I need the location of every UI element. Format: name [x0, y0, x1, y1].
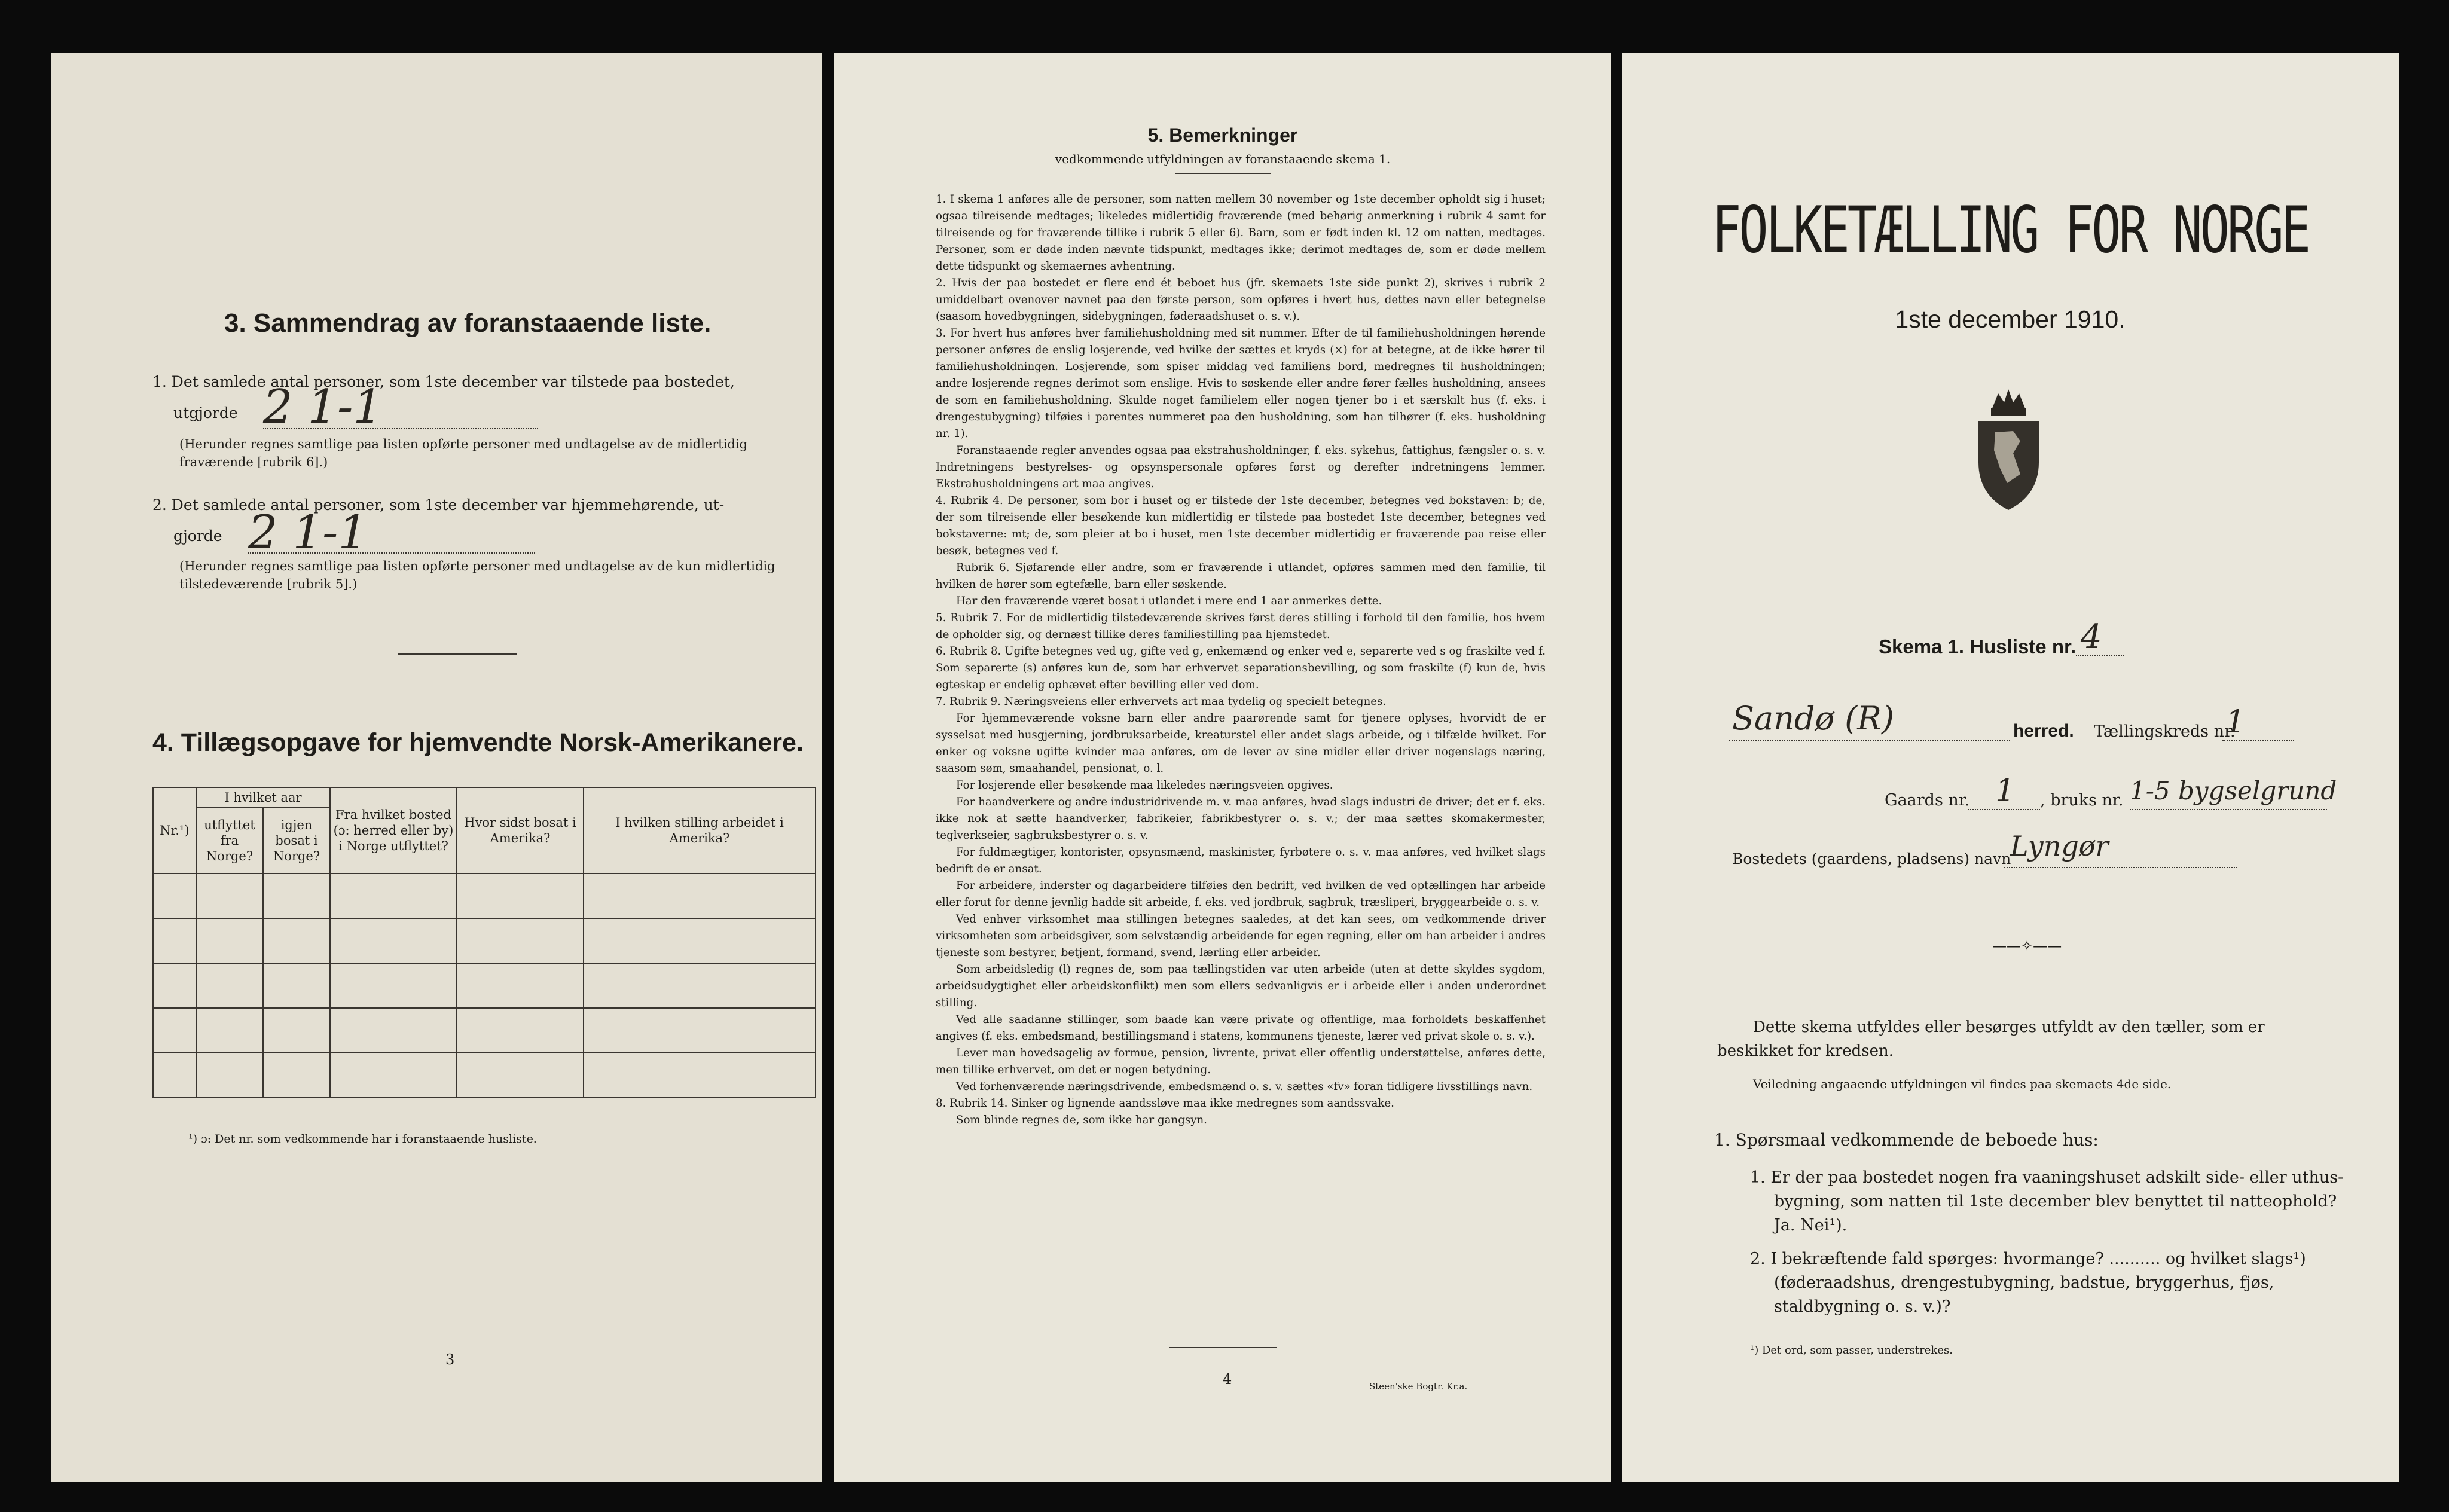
remark: 2. Hvis der paa bostedet er flere end ét beboet hus (jfr. skemaets 1ste side punkt 2), skrives i rubrik 2 umiddelbart ovenover navnet paa den første person, som opføres i hvert hus, dettes navn eller betegnelse (saasom hovedbygningen, sidebygningen, føderaadshuset o. s. v.). — [936, 277, 1546, 323]
remark: Rubrik 6. Sjøfarende eller andre, som er fraværende i utlandet, opføres sammen med den familie, til hvilken de hører som egtefælle, barn eller søskende. — [936, 561, 1546, 591]
remarks-list — [936, 191, 1546, 1129]
remark: 1. I skema 1 anføres alle de personer, som natten mellem 30 november og 1ste december opholdt sig i huset; ogsaa tilreisende medtages; likeledes midlertidig fraværende (med behørig anmerkning i rubrik 4 samt for tilreisende og for fraværende tillike i rubrik 5 eller 6). Barn, som er født inden kl. 12 om natten, medtages. Personer, som er døde inden nævnte tidspunkt, medtages ikke; derimot medtages de, som er døde mellem dette tidspunkt og skemaernes avhentning. — [936, 193, 1546, 273]
remark: Som blinde regnes de, som ikke har gangsyn. — [956, 1114, 1207, 1126]
instruction-text: Dette skema utfyldes eller besørges utfyldt av den tæller, som er beskikket for kredsen. — [1717, 1018, 2265, 1060]
norsk-amerikanere-table — [152, 787, 816, 1098]
gaards-value: 1 — [1995, 773, 2016, 809]
page-right — [1622, 53, 2399, 1482]
divider — [398, 653, 517, 655]
th-stilling: I hvilken stilling arbeidet i Amerika? — [584, 787, 816, 873]
section3-title: 3. Sammendrag av foranstaaende liste. — [224, 308, 712, 338]
bosted-value: Lyngør — [2010, 830, 2109, 862]
ornament-divider: ——✧—— — [1992, 937, 2062, 954]
item2-text: 2. Det samlede antal personer, som 1ste december var hjemmehørende, ut- — [152, 496, 725, 514]
remark: For arbeidere, inderster og dagarbeidere tilføies den bedrift, ved hvilken de ved optællingen har arbeide eller forut for denne jevnlig hadde sit arbeide, f. eks. ved jordbruk, sagbruk, træsliperi, bryggearbeide o. s. v. — [936, 879, 1546, 909]
table-row — [153, 1053, 816, 1098]
table-row — [153, 873, 816, 918]
item1-value: 2 1-1 — [263, 380, 383, 434]
remark: Ved enhver virksomhet maa stillingen betegnes saaledes, at det kan sees, om vedkommende driver virksomheten som arbeidsgiver, som selvstændig arbeidende for egen regning, eller om han arbeider i andres tjeneste som bestyrer, betjent, formand, svend, lærling eller arbeider. — [936, 913, 1546, 959]
tellingskreds-value: 1 — [2225, 704, 2246, 740]
tellingskreds-label: Tællingskreds nr. — [2094, 722, 2236, 741]
th-fra-hvilket-bosted: Fra hvilket bosted (ɔ: herred eller by) i Norge utflyttet? — [330, 787, 457, 873]
table-row — [153, 1008, 816, 1053]
remark: Som arbeidsledig (l) regnes de, som paa tællingstiden var uten arbeide (uten at dette skyldes sygdom, arbeidsudygtighet eller arbeidskonflikt) men som ellers sedvanligvis er i arbeide eller i anden underordnet stilling. — [936, 963, 1546, 1009]
coat-of-arms-icon — [1971, 384, 2046, 513]
remark: For losjerende eller besøkende maa likeledes næringsveien opgives. — [956, 779, 1333, 792]
item1-note: (Herunder regnes samtlige paa listen opførte personer med undtagelse av de midlertidig fraværende [rubrik 6].) — [179, 437, 748, 469]
remark: Har den fraværende været bosat i utlandet i mere end 1 aar anmerkes dette. — [956, 595, 1382, 607]
footnote: ¹) ɔ: Det nr. som vedkommende har i foranstaaende husliste. — [188, 1132, 537, 1146]
remark: For haandverkere og andre industridrivende m. v. maa anføres, hvad slags industri de driver; det er f. eks. ikke nok at sætte haandverker, fabrikeier, fabrikbestyrer o. s. v.; der maa sættes skomakermester, teglverkseier, sagbruksbestyrer o. s. v. — [936, 796, 1546, 842]
item2-note: (Herunder regnes samtlige paa listen opførte personer med undtagelse av de kun midlertidig tilstedeværende [rubrik 5].) — [179, 559, 775, 591]
item1-text: 1. Det samlede antal personer, som 1ste december var tilstede paa bostedet, — [152, 373, 735, 390]
questions-heading: 1. Spørsmaal vedkommende de beboede hus: — [1714, 1130, 2099, 1150]
page-number: 4 — [1223, 1371, 1232, 1388]
remark: 4. Rubrik 4. De personer, som bor i huset og er tilstede der 1ste december, betegnes ved bokstaven: b; de, der som tilreisende eller besøkende kun midlertidig er tilstede paa bostedet 1ste december, betegnes ved bokstaverne: mt; de, som pleier at bo i huset, men 1ste december midlertidig er fraværende paa reise eller besøk, betegnes ved f. — [936, 494, 1546, 557]
table-row — [153, 918, 816, 963]
item1-label: utgjorde — [173, 404, 238, 421]
printer-mark: Steen'ske Bogtr. Kr.a. — [1369, 1381, 1468, 1392]
census-date: 1ste december 1910. — [1895, 306, 2126, 333]
remark: For hjemmeværende voksne barn eller andre paarørende samt for tjenere oplyses, hvorvidt de er sysselsat med husgjerning, jordbruksarbeide, kreaturstel eller andet slags arbeide, og i tilfælde hvilket. For enker og voksne ugifte kvinder maa anføres, om de lever av sine midler eller driver nogenslags næring, saasom søm, smaahandel, pensionat, o. l. — [936, 712, 1546, 775]
section4-title: 4. Tillægsopgave for hjemvendte Norsk-Amerikanere. — [152, 728, 804, 757]
item2-label: gjorde — [173, 527, 222, 545]
census-title: FOLKETÆLLING FOR NORGE — [1711, 193, 2309, 268]
bruks-label: , bruks nr. — [2040, 791, 2124, 810]
th-hvor-sidst-bosat: Hvor sidst bosat i Amerika? — [457, 787, 584, 873]
th-igjen-bosat: igjen bosat i Norge? — [263, 808, 330, 873]
page-middle — [834, 53, 1611, 1482]
remark: 6. Rubrik 8. Ugifte betegnes ved ug, gifte ved g, enkemænd og enker ved e, separerte ved s og fraskilte ved f. Som separerte (s) anføres kun de, som har erhvervet separationsbevilling, og som fraskilte (f) kun de, hvis egteskap er endelig ophævet efter bevilling eller ved dom. — [936, 645, 1546, 691]
remark: 8. Rubrik 14. Sinker og lignende aandssløve maa ikke medregnes som aandssvake. — [936, 1097, 1394, 1110]
item2-value: 2 1-1 — [248, 506, 368, 560]
bosted-label: Bostedets (gaardens, pladsens) navn — [1732, 850, 2011, 868]
remark: Lever man hovedsagelig av formue, pension, livrente, privat eller offentlig understøttelse, anføres dette, men tillike erhvervet, om det er nogen betydning. — [936, 1047, 1546, 1076]
remark: For fuldmægtiger, kontorister, opsynsmænd, maskinister, fyrbøtere o. s. v. maa anføres, ved hvilket slags bedrift de er ansat. — [936, 846, 1546, 875]
gaards-label: Gaards nr. — [1885, 791, 1970, 810]
herred-value: Sandø (R) — [1732, 700, 1895, 737]
footnote: ¹) Det ord, som passer, understrekes. — [1750, 1344, 1953, 1357]
veiledning-text: Veiledning angaaende utfyldningen vil findes paa skemaets 4de side. — [1753, 1077, 2172, 1091]
page-left — [51, 53, 822, 1482]
skema-label: Skema 1. Husliste nr. — [1879, 636, 2077, 658]
th-i-hvilket-aar: I hvilket aar — [196, 787, 330, 808]
remarks-subtitle: vedkommende utfyldningen av foranstaaende skema 1. — [1055, 152, 1391, 166]
th-nr: Nr.¹) — [153, 787, 196, 873]
remark: Ved forhenværende næringsdrivende, embedsmænd o. s. v. sættes «fv» foran tidligere livsstillings navn. — [956, 1080, 1533, 1093]
herred-label: herred. — [2013, 721, 2074, 741]
remark: 3. For hvert hus anføres hver familiehusholdning med sit nummer. Efter de til familiehusholdningen hørende personer anføres de enslig losjerende, ved hvilke der sættes et kryds (×) for at betegne, at de ikke hører til familiehusholdningen. Losjerende, som spiser middag ved familiens bord, medregnes til husholdningen; andre losjerende regnes derimot som enslige. Hvis to søskende eller andre fører fælles husholdning, ansees de som en familiehusholdning. Skulde noget familielem eller nogen tjener bo i et særskilt hus (f. eks. i drengestubygning) tilføies i parentes nummeret paa den husholdning, som han tilhører (f. eks. husholdning nr. 1). — [936, 327, 1546, 440]
table-row — [153, 963, 816, 1008]
remark: 7. Rubrik 9. Næringsveiens eller erhvervets art maa tydelig og specielt betegnes. — [936, 695, 1387, 708]
question-2: 2. I bekræftende fald spørges: hvormange? .......... og hvilket slags¹) (føderaadshus, drengestubygning, badstue, bryggerhus, fjøs, staldbygning o. s. v.)? — [1750, 1250, 2306, 1316]
husliste-nr: 4 — [2081, 618, 2102, 656]
remarks-title: 5. Bemerkninger — [1147, 124, 1298, 146]
bruks-value: 1-5 bygselgrund — [2130, 776, 2337, 805]
page-number: 3 — [445, 1351, 455, 1368]
th-utflyttet: utflyttet fra Norge? — [196, 808, 263, 873]
remark: Ved alle saadanne stillinger, som baade kan være private og offentlige, maa forholdets beskaffenhet angives (f. eks. embedsmand, bestillingsmand i statens, kommunens tjeneste, lærer ved privat skole o. s. v.). — [936, 1013, 1546, 1043]
remark: Foranstaaende regler anvendes ogsaa paa ekstrahusholdninger, f. eks. sykehus, fattighus, fængsler o. s. v. Indretningens bestyrelses- og opsynspersonale opføres først og derefter indretningens lemmer. Ekstrahusholdningens art maa angives. — [936, 444, 1546, 490]
remark: 5. Rubrik 7. For de midlertidig tilstedeværende skrives først deres stilling i forhold til den familie, hos hvem de opholder sig, og dernæst tillike deres familiestilling paa hjemstedet. — [936, 612, 1546, 641]
question-1: 1. Er der paa bostedet nogen fra vaaningshuset adskilt side- eller uthus-bygning, som natten til 1ste december blev benyttet til natteophold? Ja. Nei¹). — [1750, 1168, 2344, 1235]
